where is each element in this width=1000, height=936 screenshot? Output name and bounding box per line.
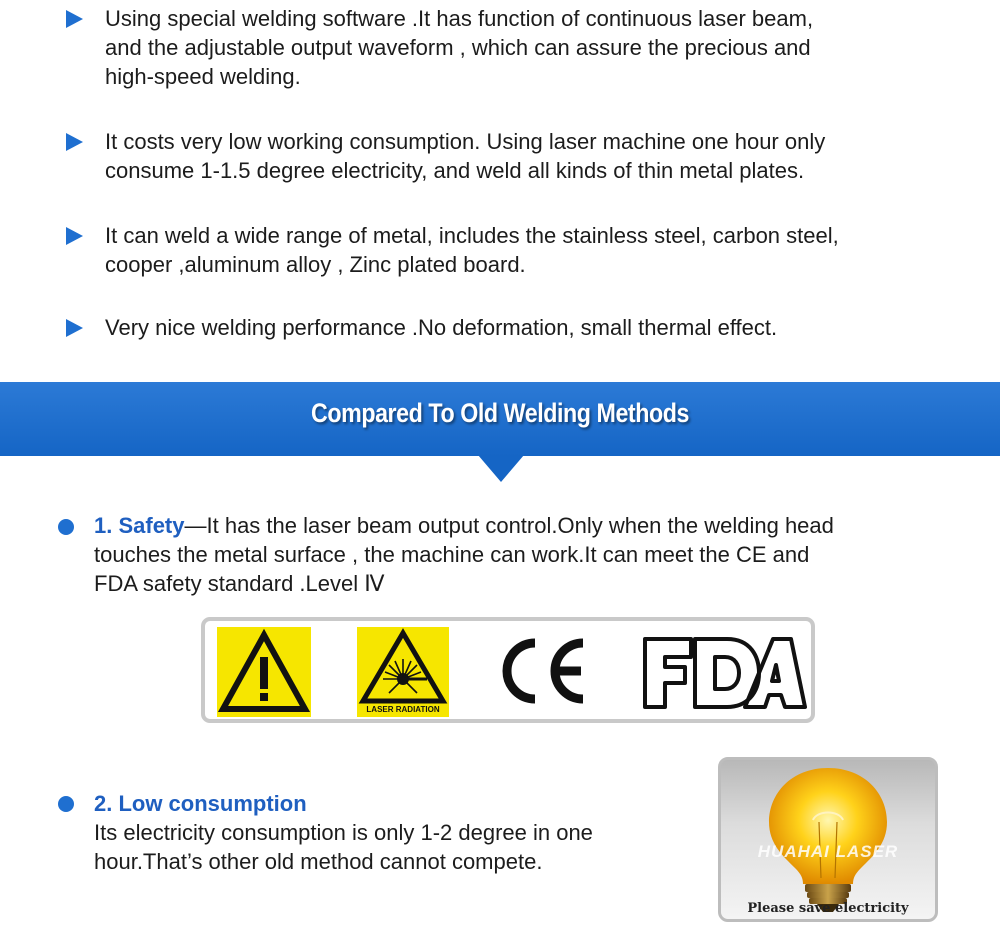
- consumption-heading: 2. Low consumption: [94, 791, 307, 816]
- banner-pointer: [478, 455, 524, 482]
- fda-mark-icon: [641, 635, 807, 711]
- feature-text-line: and the adjustable output waveform , which can assure the precious and: [105, 35, 811, 60]
- feature-item: [66, 4, 966, 94]
- laser-label: LASER RADIATION: [366, 705, 440, 714]
- triangle-bullet-icon: [66, 227, 83, 245]
- bulb-caption: Please save electricity: [747, 901, 909, 916]
- banner-title: Compared To Old Welding Methods: [311, 398, 689, 428]
- feature-text-line: It costs very low working consumption. Using laser machine one hour only: [105, 129, 826, 154]
- light-bulb-icon: [721, 760, 935, 920]
- certification-panel: [201, 617, 815, 723]
- feature-text-line: high-speed welding.: [105, 64, 301, 89]
- ce-mark-icon: [495, 635, 595, 707]
- safety-text: It has the laser beam output control.Only when the welding head: [206, 513, 834, 538]
- consumption-paragraph: [94, 789, 694, 876]
- laser-radiation-sign-icon: [357, 627, 449, 717]
- safety-text: touches the metal surface , the machine can work.It can meet the CE and: [94, 542, 810, 567]
- feature-item: [66, 313, 966, 343]
- light-bulb-panel: [718, 757, 938, 922]
- triangle-bullet-icon: [66, 10, 83, 28]
- section-banner: [0, 382, 1000, 456]
- watermark-text: HUAHAI LASER: [757, 842, 899, 861]
- triangle-bullet-icon: [66, 133, 83, 151]
- feature-text-line: Using special welding software .It has function of continuous laser beam,: [105, 6, 814, 31]
- em-dash: —: [184, 513, 207, 538]
- circle-bullet-icon: [58, 796, 74, 812]
- consumption-text: Its electricity consumption is only 1-2 degree in one: [94, 820, 593, 845]
- safety-text: FDA safety standard .Level Ⅳ: [94, 571, 385, 596]
- safety-heading: 1. Safety: [94, 513, 185, 538]
- consumption-text: hour.That’s other old method cannot compete.: [94, 849, 543, 874]
- feature-text-line: It can weld a wide range of metal, includes the stainless steel, carbon steel,: [105, 223, 839, 248]
- feature-item: [66, 127, 966, 187]
- feature-text-line: Very nice welding performance .No deformation, small thermal effect.: [105, 315, 778, 340]
- feature-text-line: cooper ,aluminum alloy , Zinc plated board.: [105, 252, 526, 277]
- triangle-bullet-icon: [66, 319, 83, 337]
- safety-paragraph: [94, 511, 964, 598]
- feature-text-line: consume 1-1.5 degree electricity, and weld all kinds of thin metal plates.: [105, 158, 805, 183]
- circle-bullet-icon: [58, 519, 74, 535]
- warning-sign-icon: [217, 627, 311, 717]
- feature-item: [66, 221, 966, 281]
